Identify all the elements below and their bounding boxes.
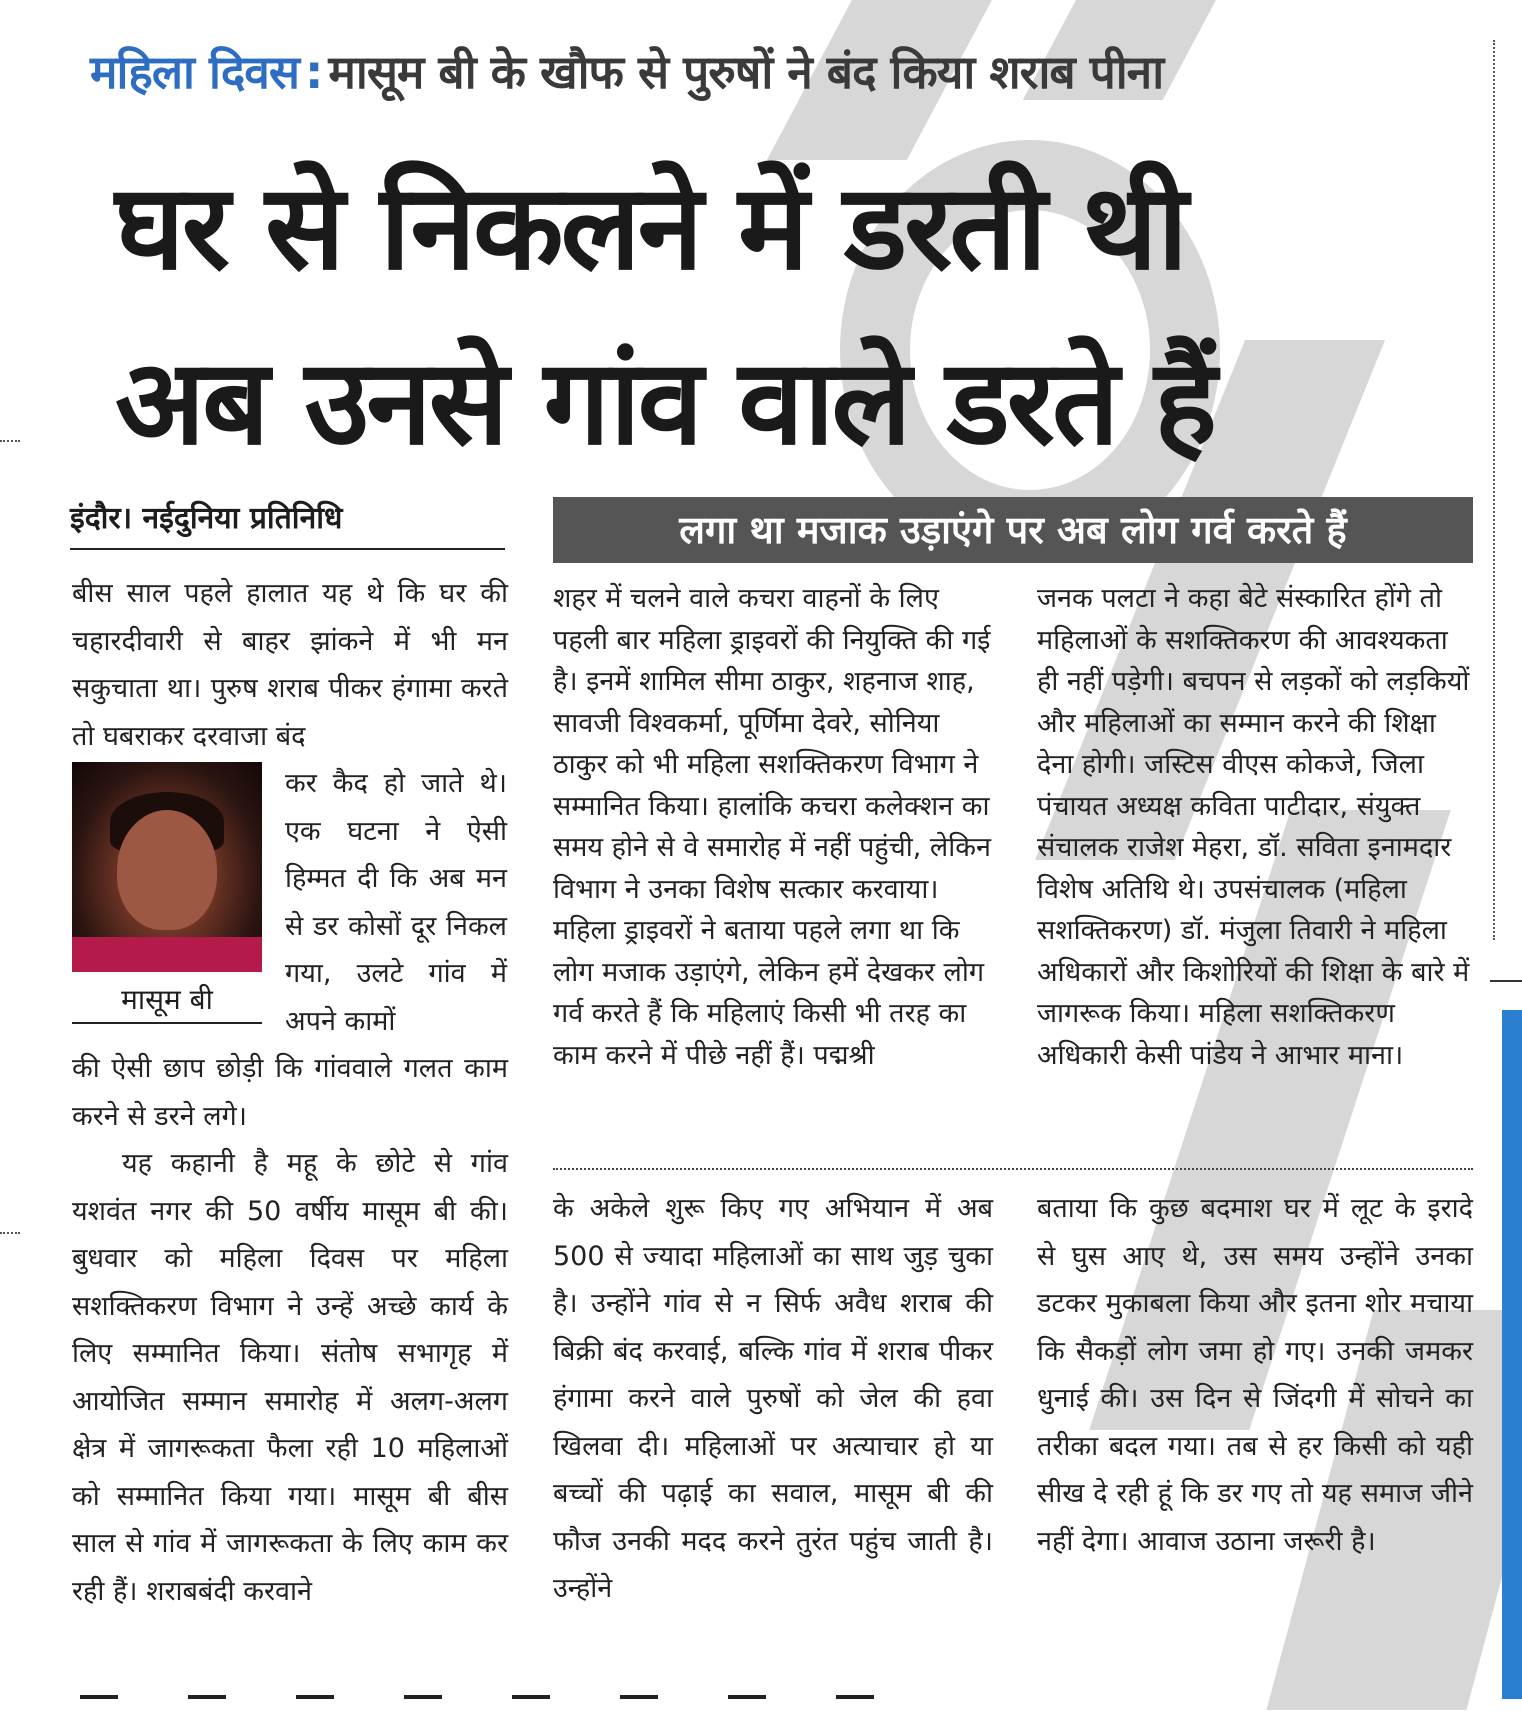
portrait-photo (72, 762, 262, 972)
headline (115, 140, 1475, 490)
kicker-line (90, 40, 1470, 120)
column3-top: जनक पलटा ने कहा बेटे संस्कारित होंगे तो महिलाओं के सशक्तिकरण की आवश्यकता ही नहीं पड़ेगी। बचपन से लड़कों को लड़कियों और महिलाओं का सम्मान करने की शिक्षा देना होगी। जस्टिस वीएस कोकजे, जिला पंचायत अध्यक्ष कविता पाटीदार, संयुक्त संचालक राजेश मेहरा, डॉ. सविता इनामदार विशेष अतिथि थे। उपसंचालक (महिला सशक्तिकरण) डॉ. मंजुला तिवारी ने महिला अधिकारों और किशोरियों की शिक्षा के बारे में जागरूक किया। महिला सशक्तिकरण अधिकारी केसी पांडेय ने आभार माना। (1037, 583, 1470, 1071)
column2-top: शहर में चलने वाले कचरा वाहनों के लिए पहली बार महिला ड्राइवरों की नियुक्ति की गई है। इनमें शामिल सीमा ठाकुर, शहनाज शाह, सावजी विश्वकर्मा, पूर्णिमा देवरे, सोनिया ठाकुर को भी महिला सशक्तिकरण विभाग ने सम्मानित किया। हालांकि कचरा कलेक्शन का समय होने से वे समारोह में नहीं पहुंची, लेकिन विभाग ने उनका विशेष सत्कार करवाया। महिला ड्राइवरों ने बताया पहले लगा था कि लोग मजाक उड़ाएंगे, लेकिन हमें देखकर लोग गर्व करते हैं कि महिलाएं किसी भी तरह का काम करने में पीछे नहीं हैं। पद्मश्री (553, 583, 991, 1071)
glyph-fragment (836, 1695, 874, 1699)
glyph-fragment (404, 1695, 442, 1699)
column2-bottom: के अकेले शुरू किए गए अभियान में अब 500 से ज्यादा महिलाओं का साथ जुड़ चुका है। उन्होंने गांव से न सिर्फ अवैध शराब की बिक्री बंद करवाई, बल्कि गांव में शराब पीकर हंगामा करने वाले पुरुषों को जेल की हवा खिलवा दी। महिलाओं पर अत्याचार हो या बच्चों की पढ़ाई का सवाल, मासूम बी की फौज उनकी मदद करने तुरंत पहुंच जाती है। उन्होंने (553, 1193, 993, 1604)
subhead-banner: लगा था मजाक उड़ाएंगे पर अब लोग गर्व करते हैं (553, 497, 1473, 563)
column3-bottom: बताया कि कुछ बदमाश घर में लूट के इरादे से घुस आए थे, उस समय उन्होंने उनका डटकर मुकाबला किया और इतना शोर मचाया कि सैकड़ों लोग जमा हो गए। उनकी जमकर धुनाई की। उस दिन से जिंदगी में सोचने का तरीका बदल गया। तब से हर किसी को यही सीख दे रही हूं कि डर गए तो यह समाज जीने नहीं देगा। आवाज उठाना जरूरी है। (1037, 1193, 1473, 1557)
glyph-fragment (728, 1695, 766, 1699)
adjacent-article-bar (1502, 1010, 1522, 1699)
section-divider (553, 1168, 1473, 1170)
column1-intro: बीस साल पहले हालात यह थे कि घर की चहारदीवारी से बाहर झांकने में भी मन सकुचाता था। पुरुष शराब पीकर हंगामा करते तो घबराकर दरवाजा बंद (72, 578, 508, 752)
kicker-separator: : (304, 45, 323, 99)
photo-saree (72, 937, 262, 972)
adjacent-article-frame (1490, 980, 1522, 983)
column1-continued (72, 1045, 508, 1615)
left-margin-rule-bottom (0, 1232, 20, 1234)
column1-beside-photo: कर कैद हो जाते थे। एक घटना ने ऐसी हिम्मत दी कि अब मन से डर कोसों दूर निकल गया, उलटे गांव में अपने कामों (285, 768, 507, 1037)
headline-line-1: घर से निकलने में डरती थी (115, 158, 1186, 296)
right-column-rule (1493, 40, 1495, 940)
kicker-text: मासूम बी के खौफ से पुरुषों ने बंद किया शराब पीना (328, 45, 1164, 99)
next-article-cutoff (80, 1682, 1480, 1699)
photo-face (117, 810, 217, 930)
left-margin-rule-top (0, 440, 20, 442)
glyph-fragment (512, 1695, 550, 1699)
glyph-fragment (80, 1695, 118, 1699)
glyph-fragment (296, 1695, 334, 1699)
photo-caption: मासूम बी (72, 980, 262, 1024)
column1-para2: यह कहानी है महू के छोटे से गांव यशवंत नगर की 50 वर्षीय मासूम बी की। बुधवार को महिला दिवस पर महिला सशक्तिकरण विभाग ने उन्हें अच्छे कार्य के लिए सम्मानित किया। संतोष सभागृह में आयोजित सम्मान समारोह में अलग-अलग क्षेत्र में जागरूकता फैला रही 10 महिलाओं को सम्मानित किया गया। मासूम बी बीस साल से गांव में जागरूकता के लिए काम कर रही हैं। शराबबंदी करवाने (72, 1148, 508, 1607)
dateline: इंदौर। नईदुनिया प्रतिनिधि (70, 496, 505, 550)
glyph-fragment (620, 1695, 658, 1699)
glyph-fragment (188, 1695, 226, 1699)
kicker-label: महिला दिवस (90, 45, 299, 99)
column1-after-photo: की ऐसी छाप छोड़ी कि गांववाले गलत काम करने से डरने लगे। (72, 1053, 508, 1132)
headline-line-2: अब उनसे गांव वाले डरते हैं (115, 333, 1214, 471)
